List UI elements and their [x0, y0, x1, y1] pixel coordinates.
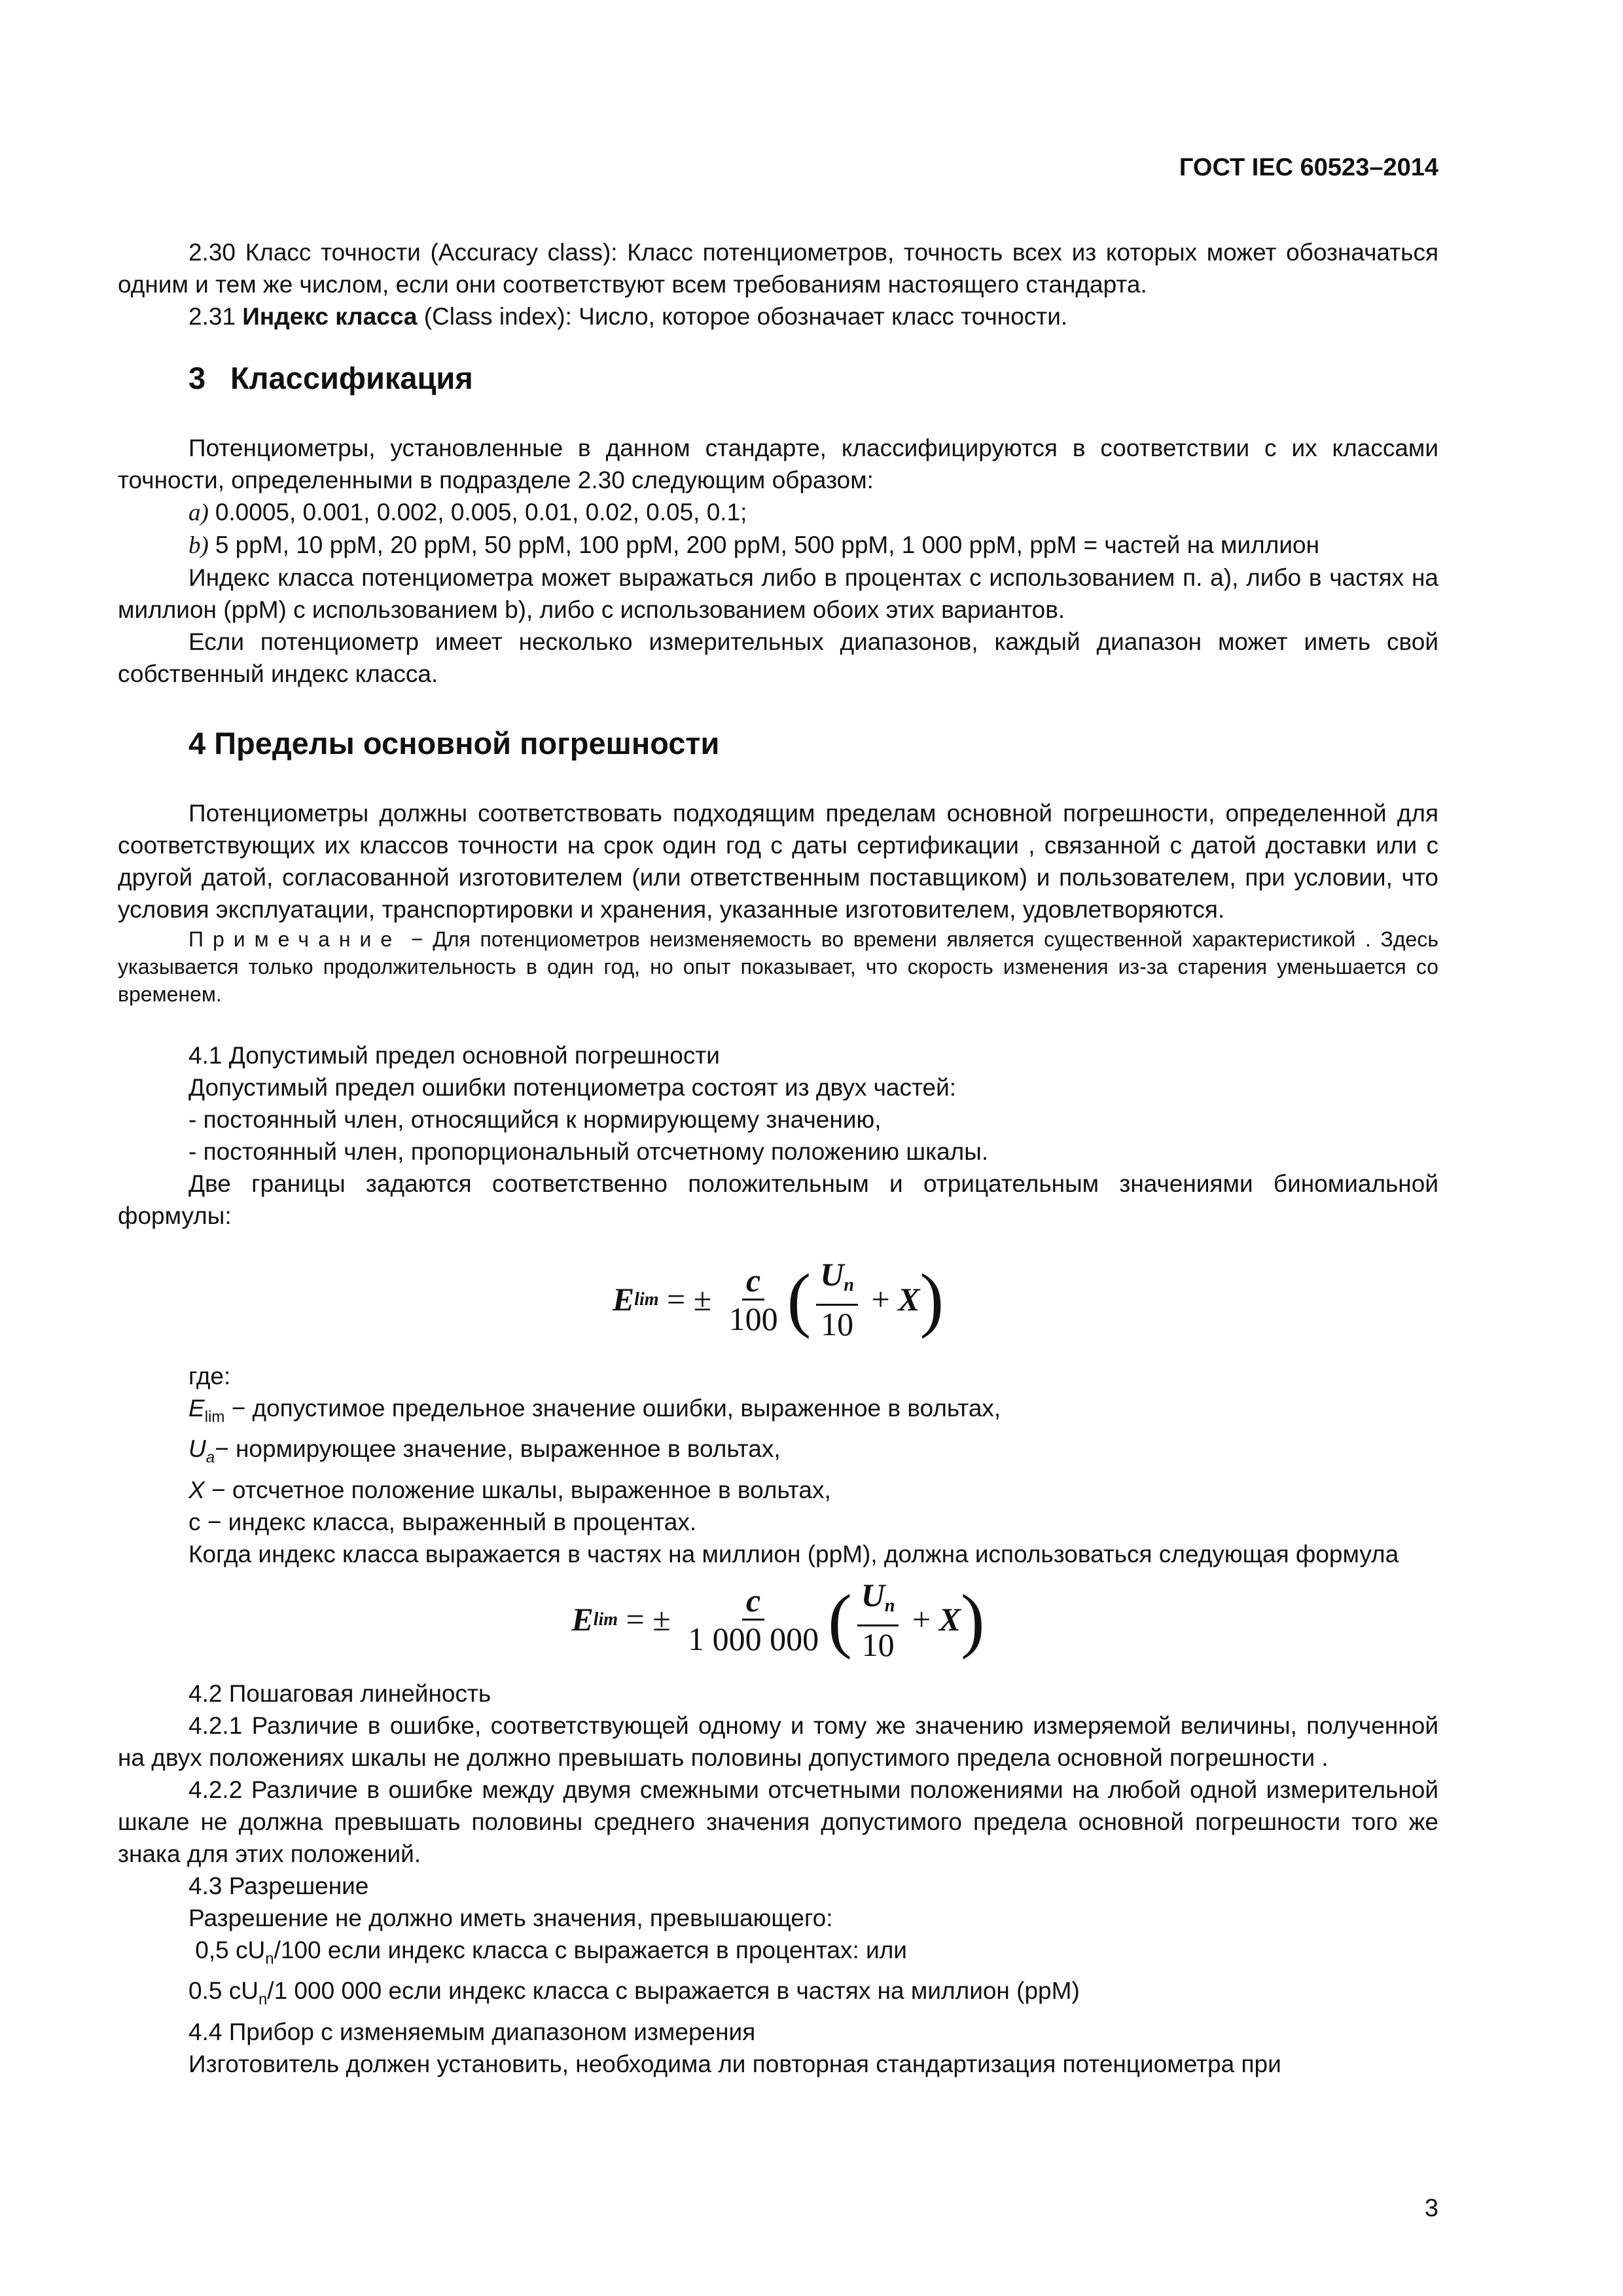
f1-u: U	[820, 1256, 844, 1293]
f2-paren-close: )	[961, 1579, 985, 1660]
s43-l2-a: 0,5 cU	[188, 1936, 266, 1964]
subsection-4-3-title: 4.3 Разрешение	[188, 1872, 369, 1899]
var-e-desc: − допустимое предельное значение ошибки, выраженное в вольтах,	[224, 1395, 1001, 1422]
f2-den: 1 000 000	[688, 1621, 819, 1658]
f1-eq: = ±	[658, 1280, 720, 1318]
f2-x: X	[938, 1601, 961, 1638]
list-item-a	[118, 496, 1438, 529]
subsection-4-1-title: 4.1 Допустимый предел основной погрешности	[188, 1042, 720, 1069]
var-x-desc: − отсчетное положение шкалы, выраженное в вольтах,	[204, 1476, 831, 1503]
f1-inner-den: 10	[821, 1306, 854, 1342]
paragraph-4-2-1: 4.2.1 Различие в ошибке, соответствующей одному и тому же значению измеряемой величины, полученной на двух положениях шкалы не должно превышать половины допустимого предела основной погрешности .	[118, 1712, 1438, 1771]
f1-lhs-sub: lim	[634, 1289, 659, 1310]
note-label: Примечание	[188, 927, 402, 951]
list-text-a: 0.0005, 0.001, 0.002, 0.005, 0.01, 0.02, 0.05, 0.1;	[215, 499, 747, 526]
var-u-line	[118, 1433, 1438, 1473]
var-e-sub: lim	[204, 1408, 225, 1426]
page-number: 3	[1424, 2195, 1438, 2222]
def-2-31-text: (Class index): Число, которое обозначает класс точности.	[417, 303, 1068, 330]
var-e: E	[188, 1395, 205, 1422]
f1-x: X	[898, 1280, 920, 1318]
section-3-title: Классификация	[230, 361, 473, 395]
s41-line-2: - постоянный член, относящийся к нормирующему значению,	[188, 1106, 882, 1133]
f2-eq: = ±	[618, 1601, 679, 1638]
f1-u-sub: n	[844, 1275, 854, 1295]
f2-inner-den: 10	[861, 1626, 895, 1663]
s44-line-1: Изготовитель должен установить, необходима ли повторная стандартизация потенциометра при	[188, 2050, 1281, 2077]
list-label-a: a)	[188, 499, 209, 526]
where-label: где:	[188, 1363, 231, 1390]
f2-lhs: E	[571, 1601, 594, 1638]
f1-plus: +	[863, 1280, 899, 1318]
f2-lhs-sub: lim	[593, 1609, 618, 1630]
f1-inner-fraction	[816, 1256, 858, 1342]
def-2-31-number: 2.31	[188, 303, 243, 330]
s41-line-1: Допустимый предел ошибки потенциометра состоят из двух частей:	[188, 1074, 957, 1101]
definition-2-31	[118, 300, 1438, 332]
var-x: X	[188, 1476, 205, 1503]
f1-num: c	[742, 1262, 764, 1300]
var-c-line: c − индекс класса, выраженный в процентах.	[188, 1508, 697, 1535]
f1-lhs: E	[612, 1280, 635, 1318]
formula-percent	[118, 1250, 1438, 1348]
section-3-para-1: Индекс класса потенциометра может выражаться либо в процентах с использованием п. а), либо в частях на миллион (ppM) с использованием b), либо с использованием обоих этих вариантов.	[118, 564, 1438, 623]
list-label-b: b)	[188, 532, 209, 559]
f2-paren-open: (	[828, 1579, 852, 1660]
f1-paren-close: )	[919, 1259, 944, 1339]
definition-2-30: 2.30 Класс точности (Accuracy class): Класс потенциометров, точность всех из которых может обозначаться одним и тем же числом, если они соответствуют всем требованиям настоящего стандарта.	[118, 239, 1438, 298]
section-3-para-2: Если потенциометр имеет несколько измерительных диапазонов, каждый диапазон может иметь свой собственный индекс класса.	[118, 628, 1438, 687]
f2-inner-num	[857, 1577, 899, 1626]
subsection-4-4-title: 4.4 Прибор с изменяемым диапазоном измерения	[188, 2018, 756, 2045]
s41-line-4: Две границы задаются соответственно положительным и отрицательным значениями биномиальной формулы:	[118, 1170, 1438, 1229]
standard-code: ГОСТ IEC 60523–2014	[1179, 154, 1438, 181]
s43-l3-a: 0.5 cU	[188, 1977, 259, 2005]
def-2-31-term: Индекс класса	[242, 303, 418, 330]
f1-den: 100	[728, 1300, 778, 1337]
paragraph-4-2-2: 4.2.2 Различие в ошибке между двумя смежными отсчетными положениями на любой одной измерительной шкале не должна превышать половины среднего значения допустимого предела основной погрешности того же знака для этих положений.	[118, 1776, 1438, 1867]
s43-l2-b: /100 если индекс класса c выражается в процентах: или	[274, 1936, 907, 1964]
var-u-sub: a	[205, 1448, 215, 1467]
var-x-line	[118, 1474, 1438, 1506]
s43-l2-sub: n	[265, 1950, 274, 1968]
f2-fraction	[684, 1582, 823, 1657]
formula-ppm	[118, 1574, 1438, 1666]
f2-u-sub: n	[884, 1595, 895, 1616]
s43-line-2	[118, 1934, 1438, 1975]
s43-line-3	[118, 1975, 1438, 2015]
f1-inner-num	[816, 1256, 858, 1306]
section-4-intro: Потенциометры должны соответствовать подходящим пределам основной погрешности, определенной для соответствующих их классов точности на срок один год с даты сертификации , связанной с датой доставки или с другой датой, согласованной изготовителем (или ответственным поставщиком) и пользователем, при условии, что условия эксплуатации, транспортировки и хранения, указанные изготовителем, удовлетворяются.	[118, 800, 1438, 923]
section-4-heading: 4 Пределы основной погрешности	[188, 726, 720, 761]
f2-num: c	[742, 1582, 764, 1621]
note-text: − Для потенциометров неизменяемость во времени является существенной характеристикой . Здесь указывается только продолжительность в один год, но опыт показывает, что скорость изменения из-за старения уменьшается со временем.	[118, 927, 1438, 1006]
s43-l3-sub: n	[258, 1990, 268, 2009]
f1-fraction	[725, 1262, 782, 1337]
f1-paren-open: (	[787, 1259, 812, 1339]
f2-u: U	[861, 1576, 885, 1613]
s41-line-3: - постоянный член, пропорциональный отсчетному положению шкалы.	[188, 1138, 989, 1165]
subsection-4-2-title: 4.2 Пошаговая линейность	[188, 1679, 491, 1707]
section-3-heading	[188, 359, 1438, 398]
list-item-b	[118, 529, 1438, 562]
var-e-line	[118, 1392, 1438, 1433]
s43-l3-b: /1 000 000 если индекс класса с выражается в частях на миллион (ppM)	[267, 1977, 1080, 2005]
f2-plus: +	[904, 1601, 939, 1638]
section-3-number: 3	[188, 361, 206, 395]
note	[118, 925, 1438, 1008]
var-u-desc: − нормирующее значение, выраженное в вольтах,	[215, 1435, 781, 1463]
ppm-line: Когда индекс класса выражается в частях на миллион (ppM), должна использоваться следующая формула	[188, 1540, 1399, 1568]
f2-inner-fraction	[857, 1577, 899, 1663]
list-text-b: 5 ppM, 10 ppM, 20 ppM, 50 ppM, 100 ppM, 200 ppM, 500 ppM, 1 000 ppM, ppM = частей на миллион	[215, 531, 1319, 558]
section-3-intro: Потенциометры, установленные в данном стандарте, классифицируются в соответствии с их классами точности, определенными в подразделе 2.30 следующим образом:	[118, 435, 1438, 493]
var-u: U	[188, 1435, 206, 1463]
s43-line-1: Разрешение не должно иметь значения, превышающего:	[188, 1904, 833, 1931]
